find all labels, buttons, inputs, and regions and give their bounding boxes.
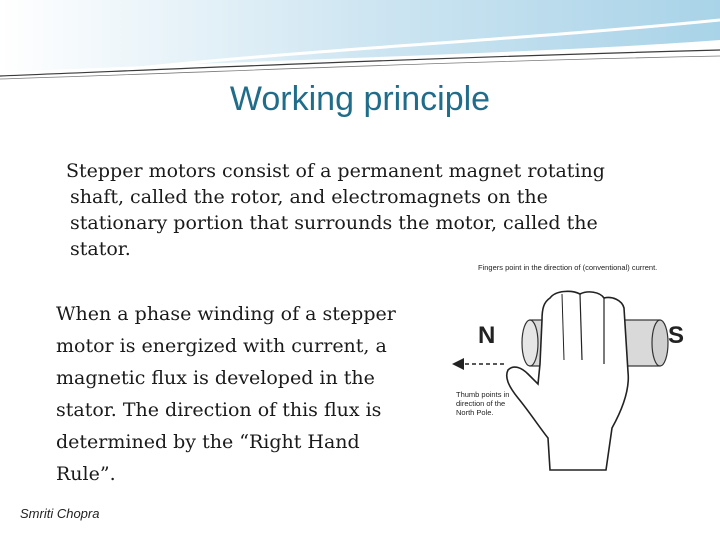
intro-line: stator. xyxy=(70,238,131,260)
right-hand-rule-illustration xyxy=(452,260,688,480)
figure-caption-thumb xyxy=(456,390,526,417)
header-wave-decoration xyxy=(0,0,720,90)
slide-title: Working principle xyxy=(229,80,491,118)
intro-line: stationary portion that surrounds the motor, called the xyxy=(70,212,598,234)
south-pole-label: S xyxy=(668,322,685,349)
flux-line: Rule”. xyxy=(56,463,116,485)
cylinder-end-left xyxy=(522,320,538,366)
flux-line: When a phase winding of a stepper xyxy=(56,303,396,325)
flux-line: determined by the “Right Hand xyxy=(56,431,360,453)
thumb-caption-line: direction of the xyxy=(456,399,506,408)
flux-line: stator. The direction of this flux is xyxy=(56,399,382,421)
intro-line: shaft, called the rotor, and electromagnets on the xyxy=(70,186,548,208)
author-footer: Smriti Chopra xyxy=(20,506,100,521)
cylinder-end-right xyxy=(652,320,668,366)
flux-line: motor is energized with current, a xyxy=(56,335,387,357)
figure-caption-fingers: Fingers point in the direction of (conventional) current. xyxy=(478,263,658,272)
intro-line: Stepper motors consist of a permanent magnet rotating xyxy=(66,160,605,182)
intro-paragraph xyxy=(62,158,656,262)
flux-paragraph xyxy=(56,298,436,490)
flux-line: magnetic flux is developed in the xyxy=(56,367,375,389)
thumb-caption-line: Thumb points in xyxy=(456,390,510,399)
thumb-caption-line: North Pole. xyxy=(456,408,494,417)
north-pole-label: N xyxy=(478,322,496,349)
